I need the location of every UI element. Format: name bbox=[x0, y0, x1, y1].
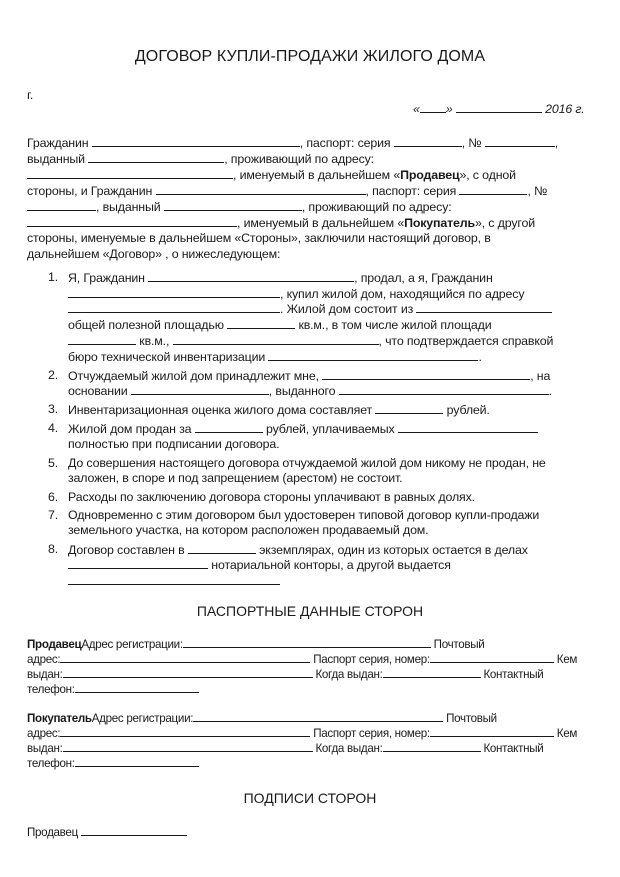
clause1-address-field[interactable] bbox=[68, 301, 280, 313]
buyer-issued-date-field[interactable] bbox=[383, 740, 481, 752]
clause3-valuation-field[interactable] bbox=[375, 402, 443, 414]
seller-postal-address-field[interactable] bbox=[60, 651, 310, 663]
clause8-recipient-field[interactable] bbox=[68, 573, 280, 585]
contract-date: « » 2016 г. bbox=[413, 102, 585, 116]
signatures-heading: ПОДПИСИ СТОРОН bbox=[243, 790, 377, 806]
seller-passport-series-field[interactable] bbox=[394, 135, 462, 147]
clause4-price-field[interactable] bbox=[195, 421, 263, 433]
clause2-owner-field[interactable] bbox=[322, 368, 530, 380]
seller-issued-date-field[interactable] bbox=[383, 666, 481, 678]
date-month-field[interactable] bbox=[456, 101, 542, 113]
clause1-total-area-field[interactable] bbox=[227, 317, 295, 329]
clause1-bti-field[interactable] bbox=[268, 349, 478, 361]
buyer-phone-field[interactable] bbox=[75, 755, 199, 767]
clause1-rooms-field[interactable] bbox=[416, 301, 552, 313]
buyer-passport-field[interactable] bbox=[430, 725, 554, 737]
seller-passport-field[interactable] bbox=[430, 651, 554, 663]
seller-phone-field[interactable] bbox=[75, 681, 199, 693]
buyer-postal-address-field[interactable] bbox=[60, 725, 310, 737]
seller-issued-by-field-2[interactable] bbox=[63, 666, 313, 678]
clause4-payment-field[interactable] bbox=[398, 421, 538, 433]
buyer-passport-number-field[interactable] bbox=[27, 199, 96, 211]
clause1-buyer-field[interactable] bbox=[68, 286, 280, 298]
clause1-certificate-field[interactable] bbox=[173, 333, 379, 345]
seller-reg-address-field[interactable] bbox=[183, 636, 431, 648]
buyer-issued-by-field[interactable] bbox=[164, 199, 302, 211]
city-label: г. bbox=[27, 88, 34, 102]
passport-section-heading: ПАСПОРТНЫЕ ДАННЫЕ СТОРОН bbox=[196, 603, 424, 619]
buyer-issued-by-field-2[interactable] bbox=[63, 740, 313, 752]
seller-name-field[interactable] bbox=[92, 135, 300, 147]
date-day-field[interactable] bbox=[420, 101, 446, 113]
buyer-passport-series-field[interactable] bbox=[459, 183, 527, 195]
clause1-seller-field[interactable] bbox=[148, 270, 354, 282]
seller-address-field[interactable] bbox=[27, 167, 233, 179]
clause2-basis-field[interactable] bbox=[131, 383, 269, 395]
clause1-living-area-field[interactable] bbox=[68, 333, 136, 345]
clause2-issued-field[interactable] bbox=[339, 383, 549, 395]
document-title: ДОГОВОР КУПЛИ-ПРОДАЖИ ЖИЛОГО ДОМА bbox=[134, 48, 486, 65]
clause8-notary-field[interactable] bbox=[68, 557, 208, 569]
seller-passport-number-field[interactable] bbox=[485, 135, 555, 147]
clause8-copies-field[interactable] bbox=[188, 542, 256, 554]
seller-issued-by-field[interactable] bbox=[88, 151, 224, 163]
seller-signature-row: Продавец bbox=[27, 824, 187, 840]
buyer-reg-address-field[interactable] bbox=[193, 710, 443, 722]
buyer-address-field[interactable] bbox=[27, 215, 237, 227]
seller-signature-field[interactable] bbox=[81, 824, 187, 836]
buyer-name-field[interactable] bbox=[156, 183, 366, 195]
